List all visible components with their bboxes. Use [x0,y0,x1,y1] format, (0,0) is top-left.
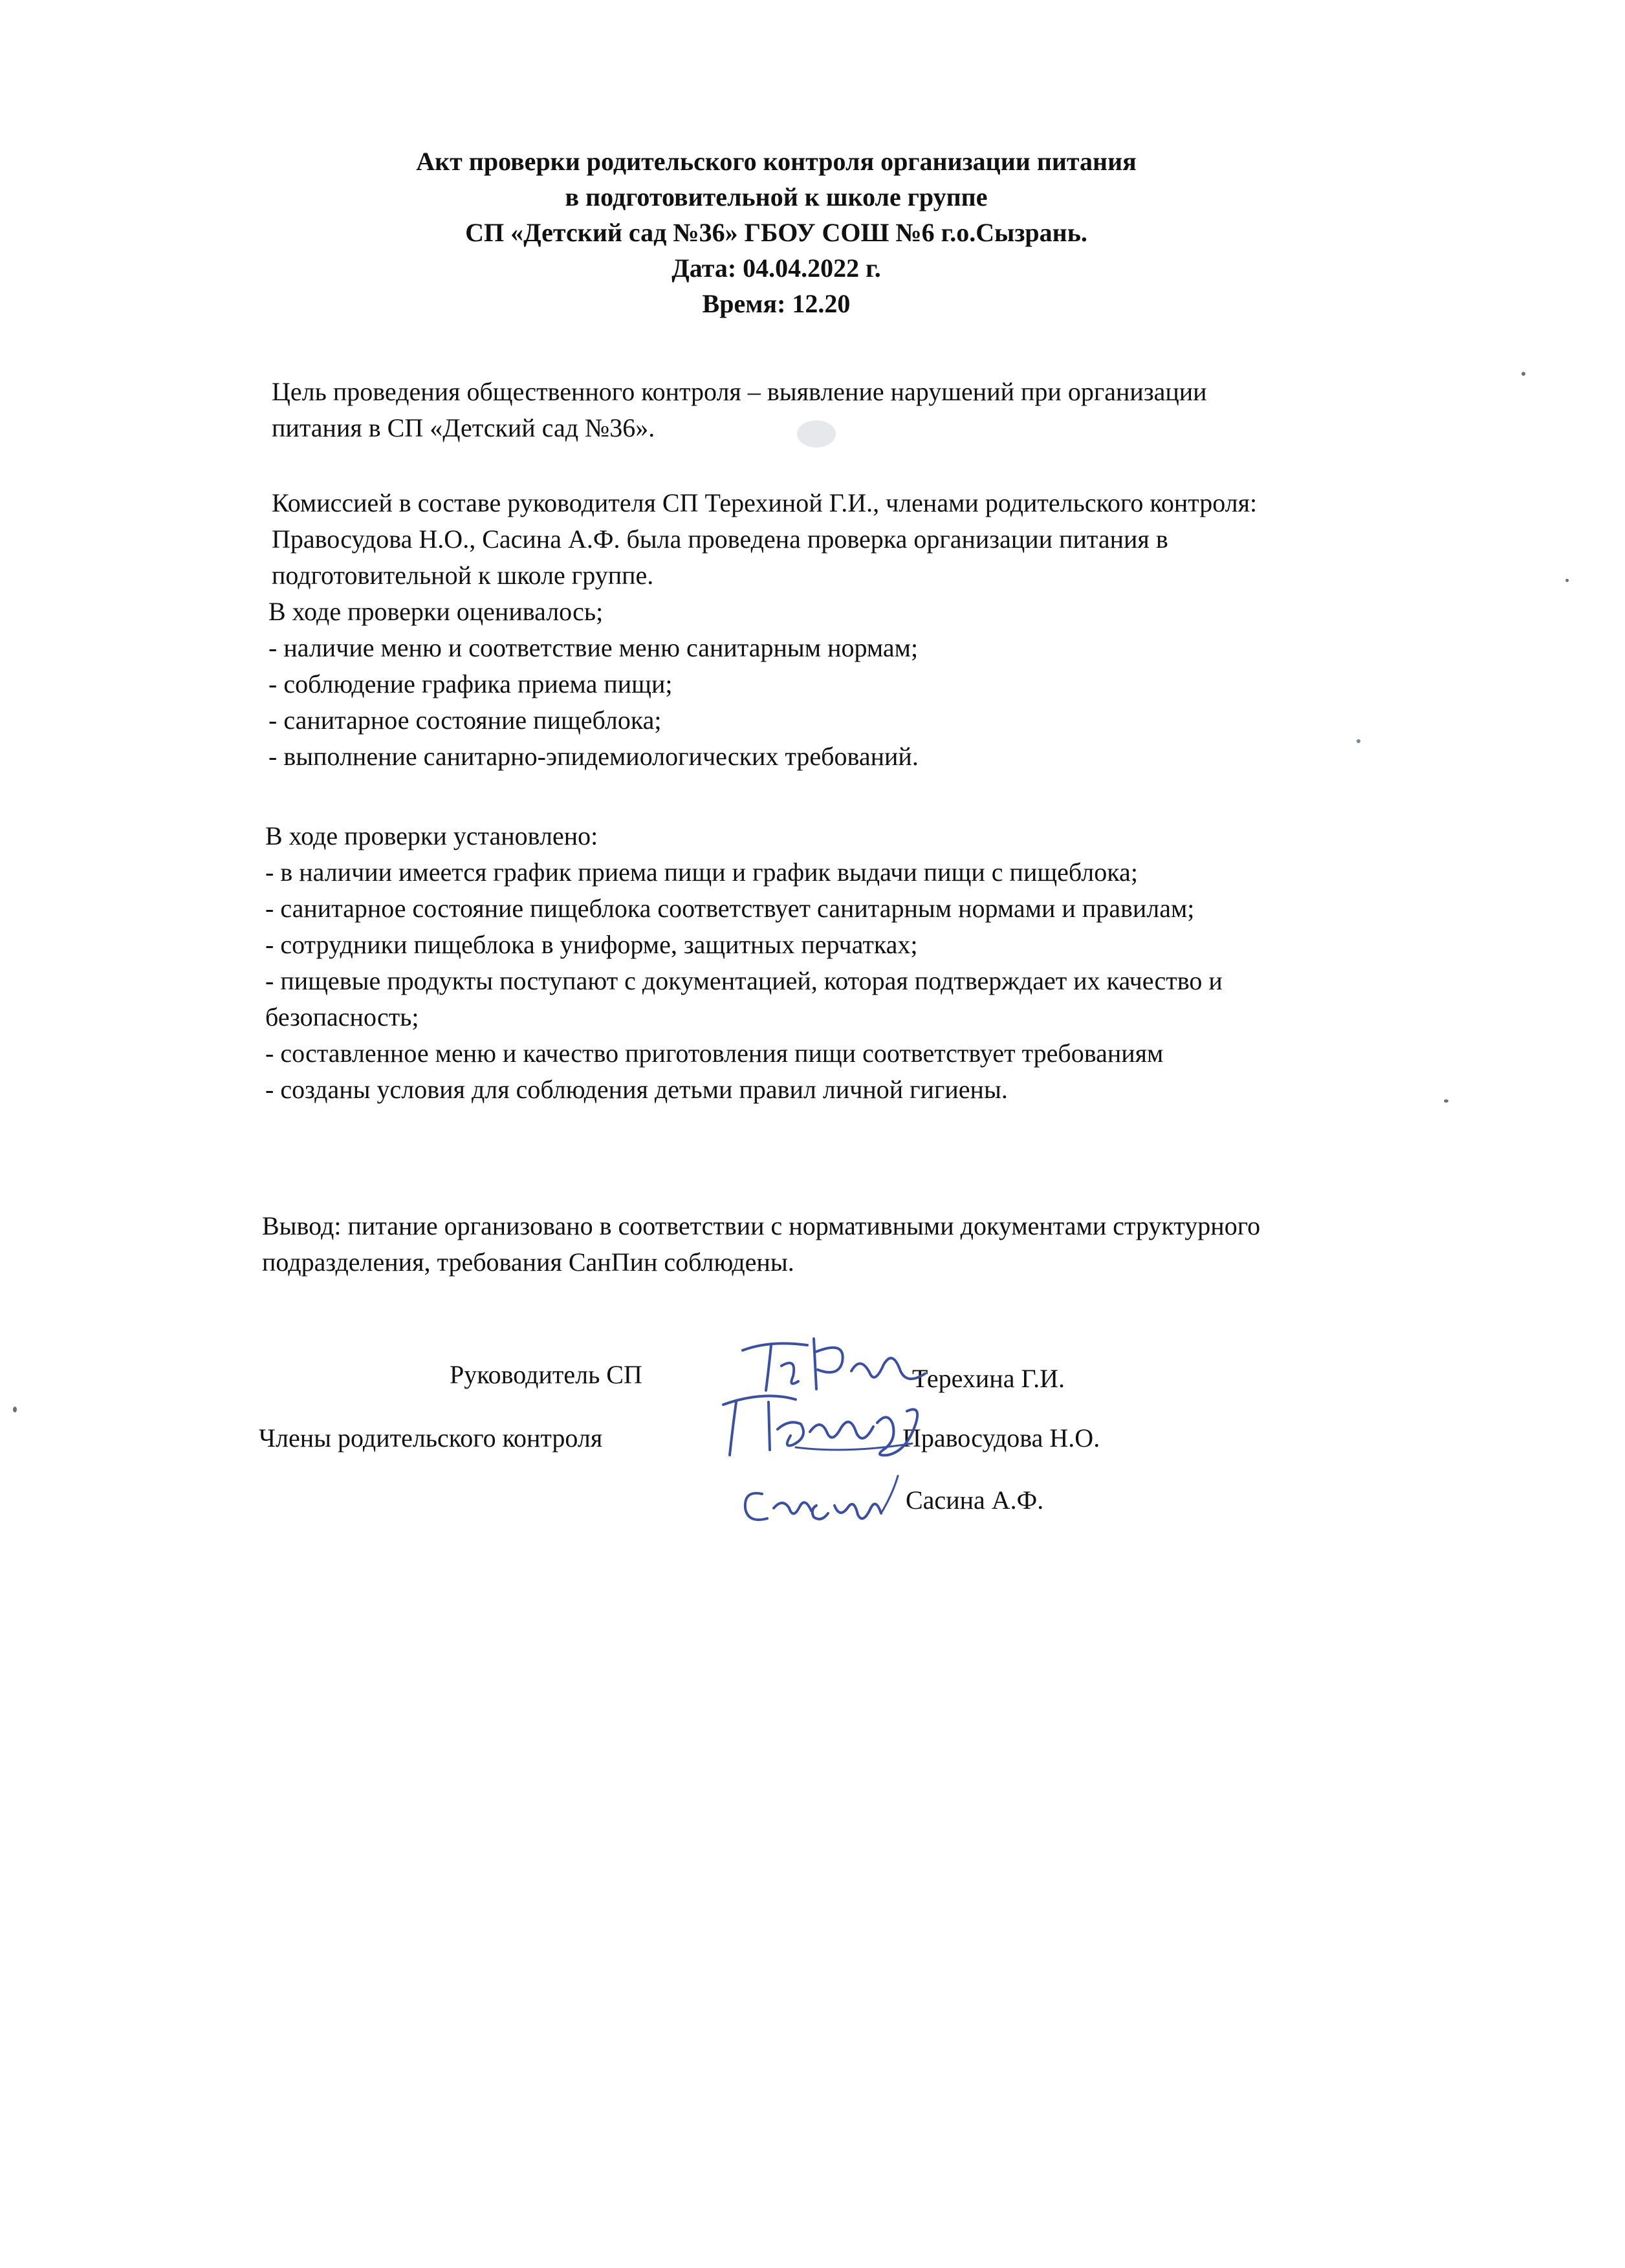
scan-speck [13,1407,17,1412]
finding-item: - составленное меню и качество приготовления пищи соответствует требованиям [265,1039,1164,1068]
members-role-label: Члены родительского контроля [259,1423,603,1453]
document-date: Дата: 04.04.2022 г. [671,254,881,283]
commission-line: Комиссией в составе руководителя СП Терехиной Г.И., членами родительского контроля: [272,488,1258,517]
member2-name: Сасина А.Ф. [906,1485,1044,1515]
finding-item: - пищевые продукты поступают с документацией, которая подтверждает их качество и [265,966,1223,995]
commission-line: Правосудова Н.О., Сасина А.Ф. была проведена проверка организации питания в [272,524,1168,554]
member2-signature [737,1468,906,1536]
member1-signature-text: Правосуд [815,1424,818,1425]
conclusion-paragraph [262,1208,1549,1280]
assessed-section [268,594,1556,775]
head-name: Терехина Г.И. [912,1364,1065,1393]
assessed-item: - санитарное состояние пищеблока; [268,706,662,735]
commission-paragraph [272,485,1559,594]
scan-speck [1565,579,1569,582]
assessed-heading: В ходе проверки оценивалось; [268,597,604,626]
finding-item: - санитарное состояние пищеблока соответствует санитарным нормами и правилам; [265,894,1195,923]
finding-item: - созданы условия для соблюдения детьми правил личной гигиены. [265,1075,1008,1104]
commission-line: подготовительной к школе группе. [272,561,654,590]
findings-section [265,818,1553,1108]
assessed-item: - наличие меню и соответствие меню санитарным нормам; [268,633,919,662]
purpose-paragraph [272,374,1559,446]
assessed-item: - соблюдение графика приема пищи; [268,669,673,698]
document-title [194,144,1358,321]
title-line: в подготовительной к школе группе [565,182,988,211]
assessed-item: - выполнение санитарно-эпидемиологических требований. [268,742,919,771]
finding-item: - сотрудники пищеблока в униформе, защитных перчатках; [265,930,918,959]
conclusion-line: Вывод: питание организовано в соответствии с нормативными документами структурного [262,1211,1261,1240]
purpose-line: Цель проведения общественного контроля – выявление нарушений при организации [272,377,1207,406]
finding-item: безопасность; [265,1002,419,1031]
finding-item: - в наличии имеется график приема пищи и график выдачи пищи с пищеблока; [265,858,1138,887]
title-line: СП «Детский сад №36» ГБОУ СОШ №6 г.о.Сызрань. [465,218,1087,247]
member1-signature [718,1385,925,1466]
title-line: Акт проверки родительского контроля организации питания [416,147,1137,176]
conclusion-line: подразделения, требования СанПин соблюдены. [262,1247,794,1277]
head-role-label: Руководитель СП [450,1360,642,1389]
member2-signature-text: Сасин [815,1500,817,1501]
purpose-line: питания в СП «Детский сад №36». [272,413,655,442]
document-time: Время: 12.20 [702,289,851,318]
findings-heading: В ходе проверки установлено: [265,821,598,850]
member1-name: Правосудова Н.О. [902,1423,1100,1453]
